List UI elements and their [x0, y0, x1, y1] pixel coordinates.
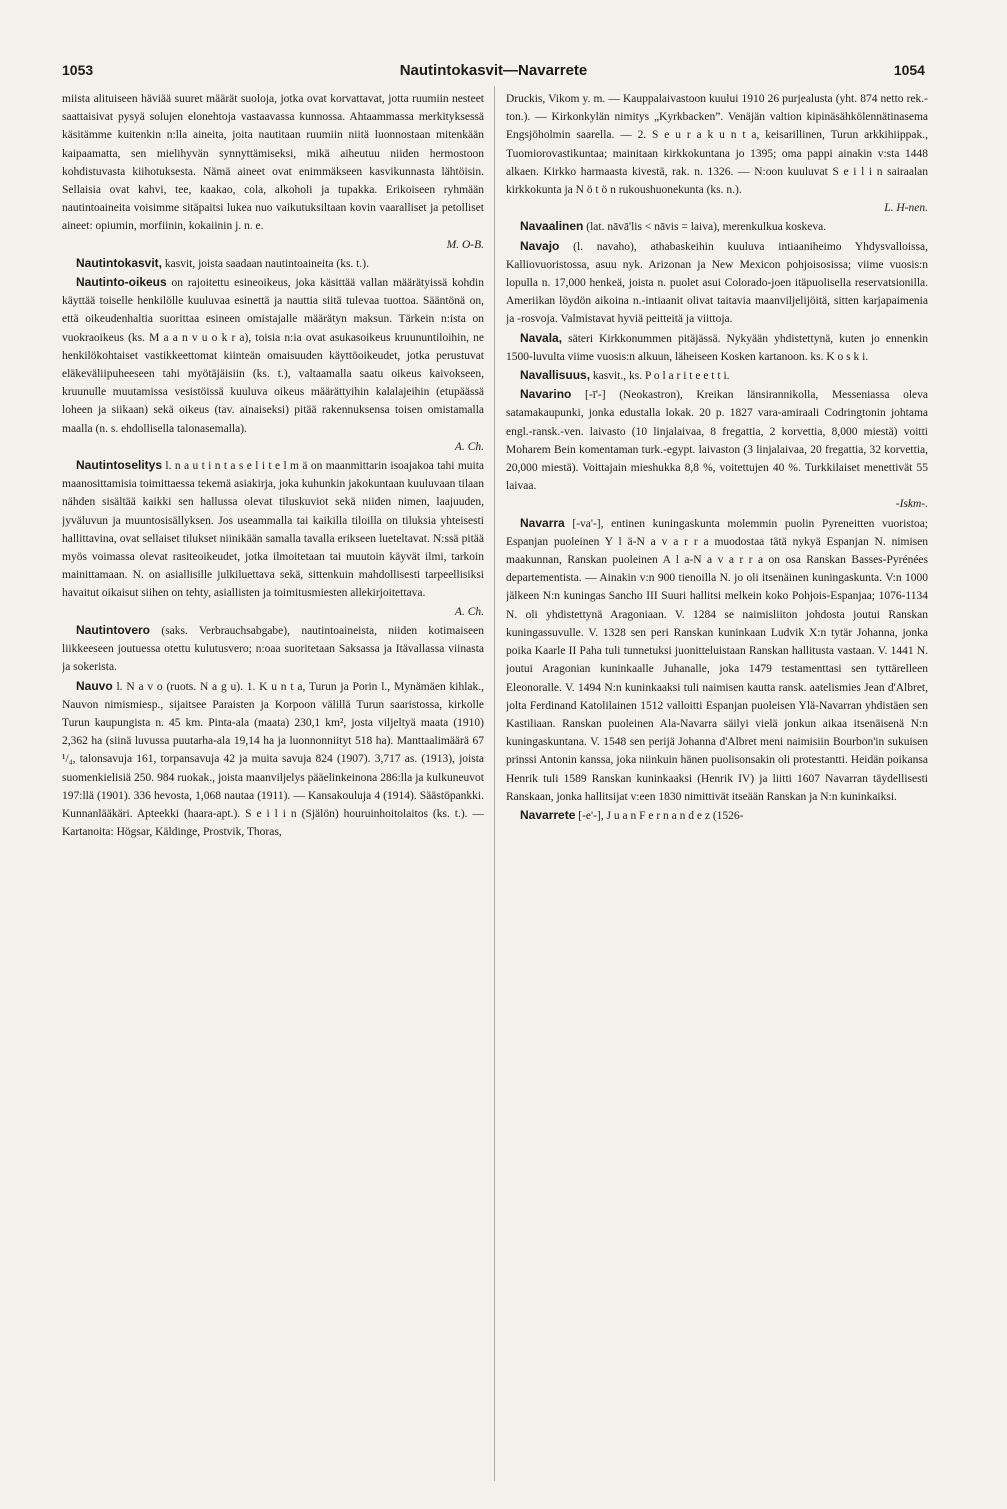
article-entry: [62, 621, 484, 677]
entry-headword: Navarrete: [520, 807, 576, 822]
article-entry: [62, 254, 484, 273]
entry-text: (saks. Verbrauchsabgabe), nautintoaineista, niiden kotimaiseen liikkeeseen joutuessa otettu kulutusvero; n:oaa suoritetaan Saksassa ja Itävallassa viinasta ja sokerista.: [62, 624, 484, 674]
author-signature: A. Ch.: [454, 440, 484, 453]
article-entry: [62, 273, 484, 456]
entry-text: on rajoitettu esineoikeus, joka käsittää vallan määrätyissä kohdin käyttää toiselle henkilölle kuuluvaa esinettä ja nauttia siitä tulevaa tuottoa. Sääntönä on, että oikeudenhaltia suorittaa esineen omistajalle määrätyn maksun. Tärkein n:ista on vuokraoikeus (ks. M a a n v u o k r a), toisia n:ia ovat asukasoikeus kruununtiloihin, ne henkilökohtaiset vastikkeettomat kiinteän omaisuuden käyttöoikeudet, jotka perustuvat eläkeväliipuheeseen tahi myötäjäisiin (ks. t.), valtaamalla saatu oikeus kaivokseen, kruunulle muutamissa vesistöissä kuuluva oikeus määrättyihin kalalajeihin (etupäässä loheen ja siikaan) sekä oikeus (tav. ainaiseksi) pitää rakennuksensa toisen omistamalla maalla (n. s. ehdollisella talonasemalla).: [62, 277, 484, 435]
article-entry: [506, 217, 928, 236]
entry-text: l. n a u t i n t a s e l i t e l m ä on maanmittarin isoajakoa tahi muita maanosittamisia toimittaessa tekemä asiakirja, joka kuhunkin jakokuntaan kuuluvaan tilaan nähden sisältää kaikki sen hallussa olevat tiluskuviot sekä niiden nimen, laajuuden, jyväluvun ja muuntosisällyksen. Jos useammalla tai kaikilla tiloilla on tiluksia yhteisesti hallittavina, ovat sellaiset tilukset niinikään samalla tavalla erikseen lueteltavat. N:ssä pitää myös voimassa olevat rasiteoikeudet, jotka ilmoitetaan tai muutoin käyvät ilmi, tarkoin mainittamaan. N. on asiallisille julkiluettava sekä, sittenkuin mahdollisesti tarpeellisiksi havaitut oikaisut siihen on tehty, asiallisten ja toimitusmiesten allekirjoitettava.: [62, 460, 484, 600]
article-entry: [506, 514, 928, 806]
right-column: [506, 90, 928, 1481]
entry-text: [-ī'-] (Neokastron), Kreikan länsirannikolla, Messeniassa oleva satamakaupunki, jonka edustalla lokak. 20 p. 1827 vara-amiraali Codringtonin johtama engl.-ransk.-ven. laivasto (10 linjalaivaa, 8 fregattia, 2 korvettia, 8,000 miestä) voitti Moharem Bein komentaman turk.-egypt. laivaston (3 linjalaivaa, 20 fregattia, 32 korvettia, 20,000 miestä). Voittajain mieshukka 8,8 %, voitettujen 40 %. Turkkilaiset menettivät 55 laivaa.: [506, 389, 928, 493]
entry-headword: Nautinto-oikeus: [76, 275, 167, 290]
entry-headword: Nautintovero: [76, 622, 151, 637]
author-signature: -Iskm-.: [895, 498, 928, 511]
entry-text: [-va'-], entinen kuningaskunta molemmin puolin Pyreneitten vuoristoa; Espanjan puoleinen Y l ä-N a v a r r a muodostaa tätä nykyä Espanjan N. nimisen maakunnan, Ranskan puoleinen A l a-N a v a r r a on osa Ranskan Basses-Pyrénées departementista. — Ainakin v:n 900 tienoilla N. jo oli itsenäinen kuningaskunta. V:n 1000 jälkeen N:n kuningas Sancho III Suuri hallitsi melkein koko Pohjois-Espanjaa; 1076-1134 N. oli yhdistettynä Aragoniaan. V. 1284 se naimisliiton johdosta joutui Ranskan kuningassuvulle. V. 1328 sen peri Ranskan kuninkaan Ludvik X:n tytär Johanna, jonka poika Kaarle II Paha tuli tunnetuksi juonitteluistaan Ranskan hallitusta vastaan. V. 1441 N. joutui Aragonian kuninkaalle Juhanalle, joka 1479 testamenttasi sen tyttärelleen Eleonoralle. V. 1494 N:n kuninkaaksi tuli naimisen kautta ransk. aatelismies Jean d'Albret, jolta Ferdinand Katolilainen 1512 valloitti Espanjan puoleisen Ylä-Navarran yhdistäen sen Kastiliaan. Ranskan puoleinen Ala-Navarra säilyi vielä jonkun aikaa itsenäisenä N:n kuningaskuntana. V. 1548 sen perijä Johanna d'Albret meni naimisiin Bourbon'in sukuisen prinssi Antonin kanssa, joka niinkuin hänen puolisonsakin oli protestantti. Heidän poikansa Henrik tuli 1589 Ranskan kuninkaaksi (Henrik IV) ja liitti 1607 Navarran täydellisesti Ranskaan, jonka hallitsijat v:een 1830 nimittivät itseään Ranskan ja N:n kuninkaiksi.: [506, 517, 928, 803]
article-entry: [506, 385, 928, 513]
entry-text: säteri Kirkkonummen pitäjässä. Nykyään yhdistettynä, kuten jo ennenkin 1500-luvulta viime vuosis:n alkuun, läheiseen Kosken kartanoon. ks. K o s k i.: [506, 332, 928, 363]
entry-headword: Navaalinen: [520, 219, 584, 234]
article-entry: [506, 90, 928, 217]
article-entry: [506, 806, 928, 825]
entry-headword: Nauvo: [76, 678, 113, 693]
article-entry: [506, 329, 928, 366]
article-entry: [62, 677, 484, 842]
entry-text: (lat. nāvā'lis < nāvis = laiva), merenkulkua koskeva.: [586, 221, 827, 234]
entry-text: [-e'-], J u a n F e r n a n d e z (1526-: [578, 809, 744, 822]
entry-text: (l. navaho), athabaskeihin kuuluva intiaaniheimo Yhdysvalloissa, Kalliovuoristossa, asuu nyk. Arizonan ja New Mexicon pohjoisosissa; viime vuosis:n lopulla n. 17,000 henkeä, joista n. puolet asui Colorado-joen itäpuolisella reservatsionilla. Ameriikan löydön aikoina n.-intiaanit olivat taitavia maanviljelijöitä, sitten karjapaimenia ja -rosvoja. Valmistavat hyviä peitteitä ja viittoja.: [506, 240, 928, 326]
entry-headword: Nautintokasvit,: [76, 255, 163, 270]
entry-text: Druckis, Vikom y. m. — Kauppalaivastoon kuului 1910 26 purjealusta (yht. 874 netto rek.-ton.). — Kirkonkylän nimitys „Kyrkbacken”. Venäjän valtion kipinäsähkölennätinasema Engsjöholmin saarella. — 2. S e u r a k u n t a, keisarillinen, Turun arkkihiippak., Tuomiorovastikuntaa; mainitaan kirkkokuntana jo 1395; oma pappi ainakin v:sta 1448 alkaen. Kirkko harmaasta kivestä, rak. n. 1326. — N:oon kuuluvat S e i l i n sairaalan kirkkokunta ja N ö t ö n rukoushuonekunta (ks. n.).: [506, 93, 928, 197]
entry-text: miista alituiseen häviää suuret määrät suoloja, jotka ovat korvattavat, jotta ruumiin nesteet saattaisivat pysyä solujen elonehtoja vastaavassa kunnossa. Ahtaammassa merkityksessä käsitämme kuitenkin n:lla aineita, joita nautitaan ruumiin niitä luonnostaan mitenkään kaipaamatta, sen mielihyvän synnyttämiseksi, mikä aiheutuu niiden hermostoon kohdistuvasta kiihotuksesta. Nämä aineet ovat enimmäkseen kasvikunnasta lähtöisin. Sellaisia ovat kahvi, tee, kaakao, cola, alkoholi ja tupakka. Erikoiseen ryhmään nautintoaineita voisimme sitäpaitsi lukea nuo vaikutuksiltaan kovin vaaralliset ja petolliset aineet: opiumin, morfiinin, kokaiinin j. n. e.: [62, 93, 484, 233]
entry-headword: Navarra: [520, 515, 565, 530]
article-entry: [62, 90, 484, 254]
article-entry: [506, 237, 928, 329]
entry-headword: Nautintoselitys: [76, 458, 163, 473]
page-header: [62, 62, 925, 82]
running-title: Nautintokasvit—Navarrete: [399, 62, 588, 79]
entry-text: kasvit., ks. P o l a r i t e e t t i.: [592, 370, 730, 383]
page-number-right: 1054: [893, 62, 925, 78]
entry-headword: Navarino: [520, 387, 572, 402]
entry-headword: Navala,: [520, 330, 563, 345]
article-entry: [62, 456, 484, 621]
column-divider: [494, 86, 495, 1481]
author-signature: A. Ch.: [454, 605, 484, 618]
article-entry: [506, 366, 928, 385]
author-signature: M. O-B.: [446, 238, 484, 251]
entry-headword: Navajo: [520, 238, 560, 253]
page-number-left: 1053: [62, 62, 94, 78]
author-signature: L. H-nen.: [884, 202, 928, 215]
entry-headword: Navallisuus,: [520, 368, 591, 383]
entry-text: l. N a v o (ruots. N a g u). 1. K u n t a, Turun ja Porin l., Mynämäen kihlak., Nauvon nimismiesp., sijaitsee Paraisten ja Korpoon välillä Turun saaristossa, kirkolle Turun kaupungista n. 45 km. Pinta-ala (maata) 230,1 km², josta viljeltyä maata (1910) 2,362 ha (siinä luvussa puutarha-ala 19,14 ha ja luonnonniityt 518 ha). Manttaalimäärä 67 ¹/₄, talonsavuja 161, torpansavuja 42 ja muita savuja 824 (1907). 3,717 as. (1913), joista suomenkielisiä 250. 984 ruokak., joista maanviljelys pääelinkeinona 286:lla ja kulkuneuvot 197:llä (1901). 336 hevosta, 1,068 nautaa (1911). — Kansakouluja 4 (1914). Säästöpankki. Kunnanlääkäri. Apteekki (haara-apt.). S e i l i n (Själön) houruinhoitolaitos (ks. t.). — Kartanoita: Högsar, Käldinge, Prostvik, Thoras,: [62, 680, 484, 839]
left-column: [62, 90, 484, 1481]
entry-text: kasvit, joista saadaan nautintoaineita (ks. t.).: [164, 257, 369, 270]
